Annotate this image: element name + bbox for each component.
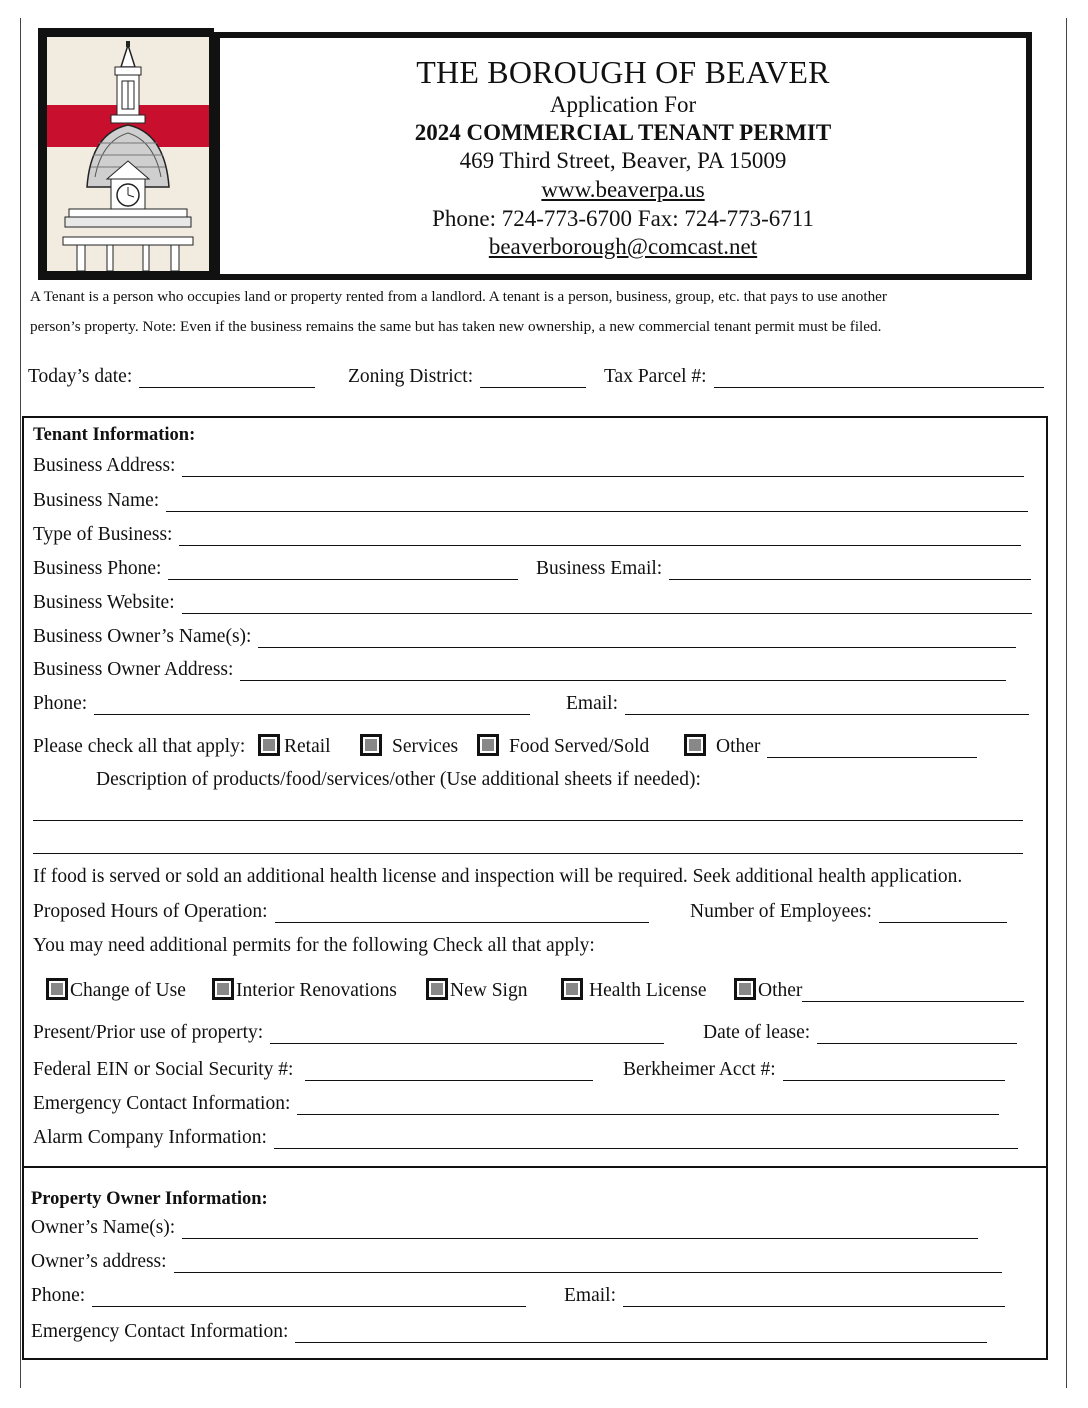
- business-phone-label: Business Phone:: [33, 558, 162, 579]
- check-food[interactable]: [477, 736, 649, 758]
- zoning-district-label: Zoning District:: [348, 366, 474, 387]
- checkbox-icon[interactable]: [684, 734, 706, 756]
- services-label: Services: [392, 736, 459, 757]
- owner-names-label: Business Owner’s Name(s):: [33, 626, 252, 647]
- business-phone-input[interactable]: [168, 561, 518, 580]
- employees-label: Number of Employees:: [690, 901, 872, 922]
- health-license-label: Health License: [589, 980, 707, 1001]
- owner-address-field[interactable]: [33, 659, 1006, 681]
- owner-emergency-field[interactable]: [31, 1321, 987, 1343]
- prior-use-input[interactable]: [270, 1025, 664, 1044]
- owner-names-field[interactable]: [33, 626, 1016, 648]
- date-of-lease-input[interactable]: [817, 1025, 1017, 1044]
- perm-other-input[interactable]: [802, 983, 1024, 1002]
- alarm-label: Alarm Company Information:: [33, 1127, 267, 1148]
- ein-field[interactable]: [33, 1059, 593, 1081]
- business-email-field[interactable]: [536, 558, 1031, 580]
- intro-line-1: A Tenant is a person who occupies land or property rented from a landlord. A tenant is a person, business, group, etc. that pays to use another: [30, 288, 887, 305]
- todays-date-field[interactable]: [28, 366, 315, 388]
- tenant-emergency-input[interactable]: [297, 1096, 999, 1115]
- owner-address-input[interactable]: [240, 662, 1006, 681]
- business-phone-field[interactable]: [33, 558, 518, 580]
- business-email-label: Business Email:: [536, 558, 663, 579]
- tenant-email-field[interactable]: [566, 693, 1029, 715]
- intro-line-2: person’s property. Note: Even if the business remains the same but has taken new ownership, a new commercial tenant permit must be filed.: [30, 318, 882, 335]
- clock-tower-icon: [47, 37, 209, 271]
- ein-label: Federal EIN or Social Security #:: [33, 1059, 294, 1080]
- description-label: Description of products/food/services/other (Use additional sheets if needed):: [96, 769, 701, 790]
- business-address-field[interactable]: [33, 455, 1024, 477]
- change-of-use-label: Change of Use: [70, 980, 186, 1001]
- tenant-phone-input[interactable]: [94, 696, 530, 715]
- perm-health-license[interactable]: [561, 980, 707, 1002]
- type-of-business-label: Type of Business:: [33, 524, 173, 545]
- perm-interior-renovations[interactable]: [212, 980, 397, 1002]
- tenant-email-input[interactable]: [625, 696, 1029, 715]
- date-of-lease-label: Date of lease:: [703, 1022, 811, 1043]
- check-other[interactable]: [684, 736, 977, 758]
- perm-change-of-use[interactable]: [46, 980, 186, 1002]
- zoning-district-field[interactable]: [348, 366, 586, 388]
- tenant-phone-label: Phone:: [33, 693, 88, 714]
- checkbox-icon[interactable]: [477, 734, 499, 756]
- tax-parcel-input[interactable]: [714, 369, 1044, 388]
- owner-names-field-2[interactable]: [31, 1217, 978, 1239]
- business-address-label: Business Address:: [33, 455, 176, 476]
- owner-names-label-2: Owner’s Name(s):: [31, 1217, 176, 1238]
- berkheimer-field[interactable]: [623, 1059, 1005, 1081]
- type-of-business-field[interactable]: [33, 524, 1021, 546]
- page-margin-left: [20, 18, 21, 1388]
- owner-address-label: Business Owner Address:: [33, 659, 234, 680]
- owner-address-field-2[interactable]: [31, 1251, 1002, 1273]
- other-label: Other: [716, 736, 761, 757]
- other-input[interactable]: [767, 739, 977, 758]
- checkbox-icon[interactable]: [734, 978, 756, 1000]
- business-type-checks: [33, 736, 245, 758]
- checkbox-icon[interactable]: [258, 734, 280, 756]
- owner-phone-label: Phone:: [31, 1285, 86, 1306]
- zoning-district-input[interactable]: [480, 369, 586, 388]
- tax-parcel-field[interactable]: [604, 366, 1044, 388]
- business-website-input[interactable]: [182, 595, 1032, 614]
- owner-phone-input[interactable]: [92, 1288, 526, 1307]
- business-website-label: Business Website:: [33, 592, 175, 613]
- date-of-lease-field[interactable]: [703, 1022, 1017, 1044]
- owner-email-input[interactable]: [623, 1288, 1005, 1307]
- food-note: If food is served or sold an additional health license and inspection will be required. Seek additional health application.: [33, 866, 963, 887]
- tenant-email-label: Email:: [566, 693, 618, 714]
- business-name-field[interactable]: [33, 490, 1028, 512]
- checkbox-icon[interactable]: [360, 734, 382, 756]
- interior-renovations-label: Interior Renovations: [236, 980, 397, 1001]
- food-label: Food Served/Sold: [509, 736, 650, 757]
- owner-email-label: Email:: [564, 1285, 616, 1306]
- type-of-business-input[interactable]: [179, 527, 1021, 546]
- hours-label: Proposed Hours of Operation:: [33, 901, 268, 922]
- borough-title: THE BOROUGH OF BEAVER: [416, 54, 830, 90]
- perm-other[interactable]: [734, 980, 1024, 1002]
- employees-field[interactable]: [690, 901, 1007, 923]
- borough-address: 469 Third Street, Beaver, PA 15009: [459, 148, 787, 173]
- owner-heading: Property Owner Information:: [31, 1189, 268, 1209]
- alarm-input[interactable]: [274, 1130, 1018, 1149]
- owner-names-input[interactable]: [258, 629, 1016, 648]
- business-name-input[interactable]: [166, 493, 1028, 512]
- owner-emergency-input[interactable]: [295, 1324, 987, 1343]
- berkheimer-input[interactable]: [783, 1062, 1005, 1081]
- phone-fax: Phone: 724-773-6700 Fax: 724-773-6711: [432, 206, 814, 231]
- checkbox-icon[interactable]: [426, 978, 448, 1000]
- hours-field[interactable]: [33, 901, 649, 923]
- business-website-field[interactable]: [33, 592, 1032, 614]
- application-for: Application For: [549, 92, 697, 117]
- alarm-field[interactable]: [33, 1127, 1018, 1149]
- checkbox-icon[interactable]: [46, 978, 68, 1000]
- website-link[interactable]: www.beaverpa.us: [541, 177, 705, 202]
- business-address-input[interactable]: [182, 458, 1024, 477]
- checkbox-icon[interactable]: [212, 978, 234, 1000]
- new-sign-label: New Sign: [450, 980, 528, 1001]
- check-services[interactable]: [360, 736, 458, 758]
- tenant-emergency-label: Emergency Contact Information:: [33, 1093, 291, 1114]
- hours-input[interactable]: [275, 904, 649, 923]
- check-retail[interactable]: [258, 736, 331, 758]
- description-line-1[interactable]: [33, 820, 1023, 821]
- berkheimer-label: Berkheimer Acct #:: [623, 1059, 776, 1080]
- tenant-phone-field[interactable]: [33, 693, 530, 715]
- tax-parcel-label: Tax Parcel #:: [604, 366, 707, 387]
- owner-address-label-2: Owner’s address:: [31, 1251, 167, 1272]
- email-link[interactable]: beaverborough@comcast.net: [488, 234, 758, 259]
- checkbox-icon[interactable]: [561, 978, 583, 1000]
- permit-title: 2024 COMMERCIAL TENANT PERMIT: [414, 120, 832, 145]
- ein-input[interactable]: [305, 1062, 593, 1081]
- employees-input[interactable]: [879, 904, 1007, 923]
- tenant-heading: Tenant Information:: [33, 425, 196, 445]
- owner-phone-field[interactable]: [31, 1285, 526, 1307]
- owner-names-input-2[interactable]: [182, 1220, 978, 1239]
- perm-other-label: Other: [758, 980, 803, 1001]
- retail-label: Retail: [284, 736, 331, 757]
- permits-note: You may need additional permits for the following Check all that apply:: [33, 935, 595, 956]
- business-email-input[interactable]: [669, 561, 1031, 580]
- check-all-label: Please check all that apply:: [33, 736, 246, 757]
- todays-date-label: Today’s date:: [28, 366, 133, 387]
- prior-use-field[interactable]: [33, 1022, 664, 1044]
- description-line-2[interactable]: [33, 853, 1023, 854]
- owner-emergency-label: Emergency Contact Information:: [31, 1321, 289, 1342]
- business-name-label: Business Name:: [33, 490, 160, 511]
- tenant-emergency-field[interactable]: [33, 1093, 999, 1115]
- prior-use-label: Present/Prior use of property:: [33, 1022, 264, 1043]
- owner-address-input-2[interactable]: [174, 1254, 1002, 1273]
- todays-date-input[interactable]: [139, 369, 315, 388]
- clock-tower-logo: [47, 37, 209, 271]
- page-margin-right: [1066, 18, 1067, 1388]
- header-box: [214, 32, 1032, 280]
- owner-email-field[interactable]: [564, 1285, 1005, 1307]
- perm-new-sign[interactable]: [426, 980, 527, 1002]
